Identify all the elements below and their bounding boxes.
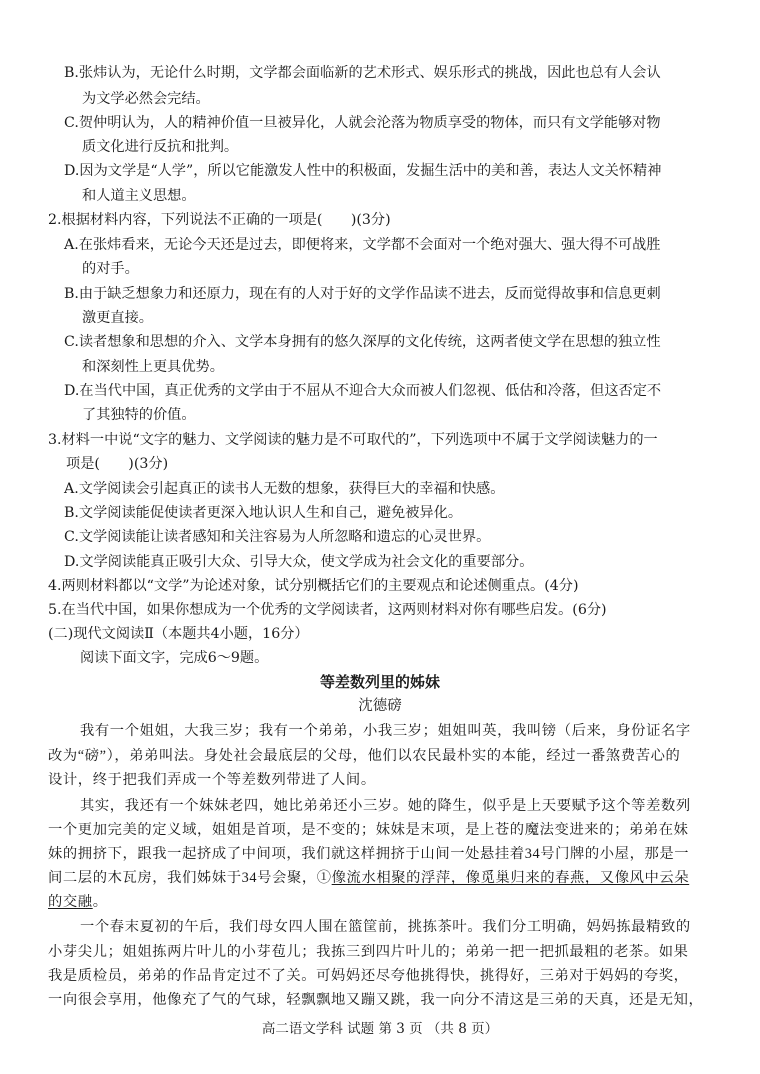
q3-option-b: B.文学阅读能促使读者更深入地认识人生和自己，避免被异化。: [64, 505, 463, 521]
article-paragraph-3-line: 一向很会享用，他像充了气的气球，轻飘飘地又蹦又跳，我一向分不清这是三弟的天真，还是无知，: [48, 992, 704, 1008]
article-text: 。: [92, 894, 108, 910]
q2-stem: 2.根据材料内容，下列说法不正确的一项是( )(3分): [48, 212, 391, 228]
article-paragraph-3: 一个春末夏初的午后，我们母女四人围在篮筐前，挑拣茶叶。我们分工明确，妈妈拣最精致的: [80, 919, 691, 935]
article-paragraph-2-line: [48, 869, 689, 887]
article-paragraph-2-line: [48, 893, 108, 911]
q1-option-d: D.因为文学是“人学”，所以它能激发人性中的积极面，发掘生活中的美和善，表达人文关怀精神: [64, 163, 662, 179]
q2-option-c: C.读者想象和思想的介入、文学本身拥有的悠久深厚的文化传统，这两者使文学在思想的独立性: [64, 334, 661, 350]
q5-stem: 5.在当代中国，如果你想成为一个优秀的文学阅读者，这两则材料对你有哪些启发。(6分): [48, 602, 607, 618]
q3-option-a: A.文学阅读会引起真正的读书人无数的想象，获得巨大的幸福和快感。: [64, 481, 505, 497]
q1-option-b: B.张炜认为，无论什么时期，文学都会面临新的艺术形式、娱乐形式的挑战，因此也总有人会认: [64, 65, 661, 81]
q2-option-a-cont: 的对手。: [82, 261, 139, 277]
article-paragraph-2-line: 一个更加完美的定义域，姐姐是首项，是不变的；妹妹是末项，是上苍的魔法变进来的；弟弟在妹: [48, 822, 689, 838]
article-paragraph-1-line: 设计，终于把我们弄成一个等差数列带进了人间。: [48, 772, 376, 788]
article-text: 间二层的木瓦房，我们姊妹于34号会聚，: [48, 870, 317, 886]
section-instruction: 阅读下面文字，完成6～9题。: [80, 650, 269, 666]
q3-option-c: C.文学阅读能让读者感知和关注容易为人所忽略和遗忘的心灵世界。: [64, 529, 491, 545]
article-paragraph-2: 其实，我还有一个妹妹老四，她比弟弟还小三岁。她的降生，似乎是上天要赋予这个等差数列: [80, 798, 691, 814]
q1-option-d-cont: 和人道主义思想。: [82, 188, 196, 204]
annotation-marker: ①: [316, 870, 332, 886]
q2-option-d-cont: 了其独特的价值。: [82, 407, 196, 423]
q2-option-b: B.由于缺乏想象力和还原力，现在有的人对于好的文学作品读不进去，反而觉得故事和信息更刺: [64, 286, 661, 302]
article-paragraph-1-line: 改为“磅”），弟弟叫法。身处社会最底层的父母，他们以农民最朴实的本能，经过一番煞费苦心的: [48, 748, 681, 764]
article-paragraph-3-line: 小芽尖儿；姐姐拣两片叶儿的小芽苞儿；我拣三到四片叶儿的；弟弟一把一把抓最粗的老茶。如果: [48, 944, 689, 960]
q2-option-d: D.在当代中国，真正优秀的文学由于不屈从不迎合大众而被人们忽视、低估和冷落，但这否定不: [64, 383, 662, 399]
q2-option-c-cont: 和深刻性上更具优势。: [82, 359, 224, 375]
q3-stem-cont: 项是( )(3分): [66, 456, 169, 472]
page-footer: 高二语文学科 试题 第 3 页 （共 8 页）: [261, 1021, 499, 1037]
q2-option-b-cont: 激更直接。: [82, 310, 153, 326]
q2-option-a: A.在张炜看来，无论今天还是过去，即便将来，文学都不会面对一个绝对强大、强大得不可战胜: [64, 237, 661, 253]
article-paragraph-2-line: 妹的拥挤下，跟我一起挤成了中间项，我们就这样拥挤于山间一处悬挂着34号门牌的小屋，那是一: [48, 846, 690, 862]
section-heading: (二)现代文阅读Ⅱ（本题共4小题，16分）: [48, 626, 309, 642]
article-title: 等差数列里的姊妹: [319, 673, 440, 691]
article-paragraph-3-line: 我是质检员，弟弟的作品肯定过不了关。可妈妈还尽夸他挑得快，挑得好，三弟对于妈妈的夸奖，: [48, 968, 689, 984]
q1-option-c-cont: 质文化进行反抗和批判。: [82, 139, 239, 155]
q1-option-b-cont: 为文学必然会完结。: [82, 91, 210, 107]
q4-stem: 4.两则材料都以“文学”为论述对象，试分别概括它们的主要观点和论述侧重点。(4分): [48, 578, 579, 594]
underlined-sentence: 像流水相聚的浮萍，像觅巢归来的春燕，又像风中云朵: [331, 870, 690, 886]
underlined-sentence-end: 的交融: [48, 894, 93, 910]
article-paragraph-1: 我有一个姐姐，大我三岁；我有一个弟弟，小我三岁；姐姐叫英，我叫镑（后来，身份证名字: [80, 723, 691, 739]
q3-stem: 3.材料一中说“文字的魅力、文学阅读的魅力是不可取代的”，下列选项中不属于文学阅读魅力的一: [48, 432, 658, 448]
q3-option-d: D.文学阅读能真正吸引大众、引导大众，使文学成为社会文化的重要部分。: [64, 554, 534, 570]
q1-option-c: C.贺仲明认为，人的精神价值一旦被异化，人就会沦落为物质享受的物体，而只有文学能够对物: [64, 115, 661, 131]
article-author: 沈德磅: [358, 698, 402, 714]
